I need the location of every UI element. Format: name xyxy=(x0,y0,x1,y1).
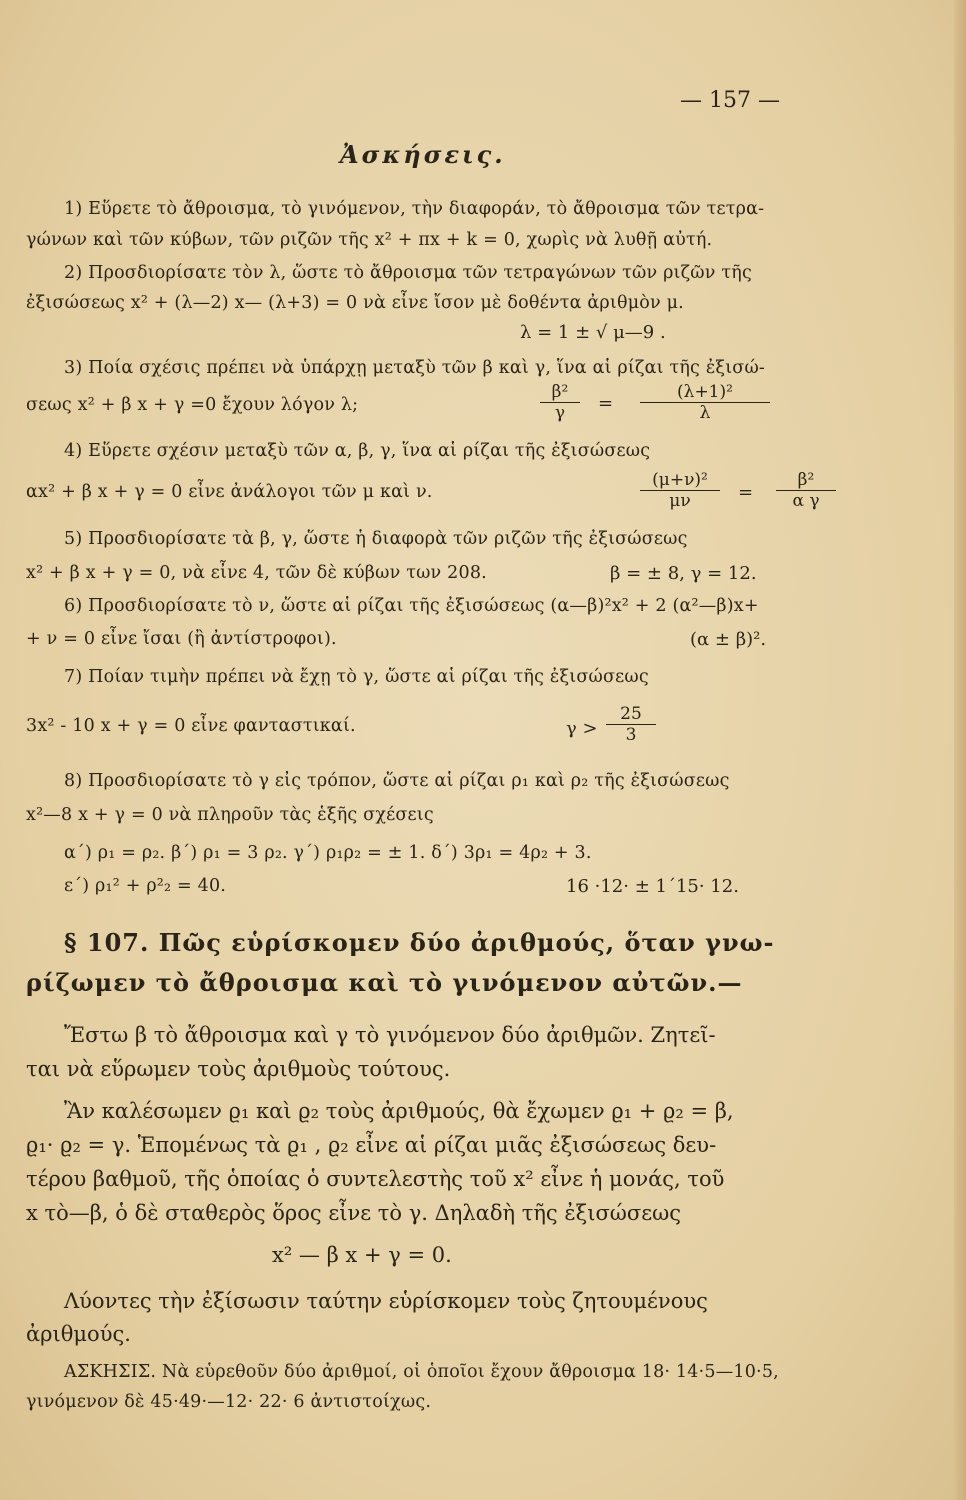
exercise-4-line-2: αx² + β x + γ = 0 εἶνε ἀνάλογοι τῶν μ καὶ ν. xyxy=(26,482,433,502)
paragraph-2-line-3: τέρου βαθμοῦ, τῆς ὁποίας ὁ συντελεστὴς τοῦ x² εἶνε ἡ μονάς, τοῦ xyxy=(26,1167,725,1191)
section-heading-line-1: § 107. Πῶς εὑρίσκομεν δύο ἀριθμούς, ὅταν γνω- xyxy=(64,928,775,957)
exercise-note-line-2: γινόμενον δὲ 45·49·—12· 22· 6 ἀντιστοίχως. xyxy=(26,1392,432,1412)
page-edge xyxy=(954,0,966,1500)
exercise-2-answer: λ = 1 ± √ μ—9 . xyxy=(520,322,666,343)
fraction-denominator: 3 xyxy=(625,725,637,745)
exercise-8-line-2: x²—8 x + γ = 0 νὰ πληροῦν τὰς ἑξῆς σχέσεις xyxy=(26,805,434,825)
paragraph-2-line-4: x τὸ—β, ὁ δὲ σταθερὸς ὅρος εἶνε τὸ γ. Δηλαδὴ τῆς ἐξισώσεως xyxy=(26,1201,681,1225)
exercise-2-line-1: 2) Προσδιορίσατε τὸν λ, ὥστε τὸ ἄθροισμα τῶν τετραγώνων τῶν ριζῶν τῆς xyxy=(64,263,752,283)
exercise-2-line-2: ἐξισώσεως x² + (λ—2) x— (λ+3) = 0 νὰ εἶνε ἴσον μὲ δοθέντα ἀριθμὸν μ. xyxy=(26,293,684,313)
fraction-denominator: μν xyxy=(669,491,691,511)
fraction-denominator: γ xyxy=(554,403,566,423)
page-number: — 157 — xyxy=(680,88,780,113)
exercise-8-line-1: 8) Προσδιορίσατε τὸ γ εἰς τρόπον, ὥστε αἱ ρίζαι ρ₁ καὶ ρ₂ τῆς ἐξισώσεως xyxy=(64,771,730,791)
paragraph-1-line-2: ται νὰ εὕρωμεν τοὺς ἀριθμοὺς τούτους. xyxy=(26,1057,451,1081)
exercise-6-line-2: + ν = 0 εἶνε ἴσαι (ἢ ἀντίστροφοι). xyxy=(26,629,337,649)
paragraph-2-line-2: ϱ₁· ϱ₂ = γ. Ἑπομένως τὰ ϱ₁ , ϱ₂ εἶνε αἱ ρίζαι μιᾶς ἐξισώσεως δευ- xyxy=(26,1133,717,1157)
section-heading-line-2: ρίζωμεν τὸ ἄθροισμα καὶ τὸ γινόμενον αὐτῶν.— xyxy=(26,968,743,997)
paragraph-3-line-2: ἀριθμούς. xyxy=(26,1322,131,1346)
fraction-numerator: β² xyxy=(540,382,580,403)
fraction-numerator: 25 xyxy=(606,704,656,725)
exercise-1-line-2: γώνων καὶ τῶν κύβων, τῶν ριζῶν τῆς x² + πx + k = 0, χωρὶς νὰ λυθῇ αὐτή. xyxy=(26,230,713,250)
exercise-4-equals: = xyxy=(738,482,754,503)
fraction-numerator: (λ+1)² xyxy=(640,382,770,403)
exercise-6-answer: (α ± β)². xyxy=(690,629,767,650)
exercise-3-equals: = xyxy=(598,393,614,414)
exercise-7-line-2: 3x² - 10 x + γ = 0 εἶνε φανταστικαί. xyxy=(26,716,356,736)
exercise-5-line-2: x² + β x + γ = 0, νὰ εἶνε 4, τῶν δὲ κύβων των 208. xyxy=(26,563,487,583)
exercise-1-line-1: 1) Εὕρετε τὸ ἄθροισμα, τὸ γινόμενον, τὴν διαφοράν, τὸ ἄθροισμα τῶν τετρα- xyxy=(64,199,765,219)
paragraph-1-line-1: Ἔστω β τὸ ἄθροισμα καὶ γ τὸ γινόμενον δύο ἀριθμῶν. Ζητεῖ- xyxy=(64,1023,716,1047)
exercise-8-line-4: ε΄) ρ₁² + ρ²₂ = 40. xyxy=(64,876,227,896)
exercise-7-fraction xyxy=(606,704,656,745)
exercise-4-line-1: 4) Εὕρετε σχέσιν μεταξὺ τῶν α, β, γ, ἵνα αἱ ρίζαι τῆς ἐξισώσεως xyxy=(64,441,651,461)
exercise-5-line-1: 5) Προσδιορίσατε τὰ β, γ, ὥστε ἡ διαφορὰ τῶν ριζῶν τῆς ἐξισώσεως xyxy=(64,529,688,549)
fraction-numerator: β² xyxy=(776,470,836,491)
paragraph-2-line-1: Ἂν καλέσωμεν ϱ₁ καὶ ϱ₂ τοὺς ἀριθμούς, θὰ ἔχωμεν ϱ₁ + ϱ₂ = β, xyxy=(64,1099,734,1123)
exercise-6-line-1: 6) Προσδιορίσατε τὸ ν, ὥστε αἱ ρίζαι τῆς ἐξισώσεως (α—β)²x² + 2 (α²—β)x+ xyxy=(64,596,759,616)
exercise-7-answer-prefix: γ > xyxy=(566,718,598,739)
exercise-8-line-3: α΄) ρ₁ = ρ₂. β΄) ρ₁ = 3 ρ₂. γ΄) ρ₁ρ₂ = ± 1. δ΄) 3ρ₁ = 4ρ₂ + 3. xyxy=(64,843,592,863)
page-title: Ἀσκήσεις. xyxy=(340,140,506,169)
exercise-5-answer: β = ± 8, γ = 12. xyxy=(610,563,757,584)
exercise-3-line-2: σεως x² + β x + γ =0 ἔχουν λόγον λ; xyxy=(26,395,359,415)
exercise-4-fraction-right xyxy=(776,470,836,511)
exercise-7-line-1: 7) Ποίαν τιμὴν πρέπει νὰ ἔχῃ τὸ γ, ὥστε αἱ ρίζαι τῆς ἐξισώσεως xyxy=(64,667,649,687)
exercise-note-line-1: ΑΣΚΗΣΙΣ. Νὰ εὑρεθοῦν δύο ἀριθμοί, οἱ ὁποῖοι ἔχουν ἄθροισμα 18· 14·5—10·5, xyxy=(64,1362,779,1382)
fraction-numerator: (μ+ν)² xyxy=(640,470,720,491)
exercise-3-line-1: 3) Ποία σχέσις πρέπει νὰ ὑπάρχῃ μεταξὺ τῶν β καὶ γ, ἵνα αἱ ρίζαι τῆς ἐξισώ- xyxy=(64,358,766,378)
exercise-4-fraction-left xyxy=(640,470,720,511)
fraction-denominator: λ xyxy=(699,403,711,423)
exercise-8-answer: 16 ·12· ± 1΄15· 12. xyxy=(566,876,739,897)
paragraph-3-line-1: Λύοντες τὴν ἐξίσωσιν ταύτην εὑρίσκομεν τοὺς ζητουμένους xyxy=(64,1289,708,1313)
fraction-denominator: α γ xyxy=(792,491,820,511)
exercise-3-fraction-left xyxy=(540,382,580,423)
exercise-3-fraction-right xyxy=(640,382,770,423)
main-equation: x² — β x + γ = 0. xyxy=(272,1243,452,1267)
